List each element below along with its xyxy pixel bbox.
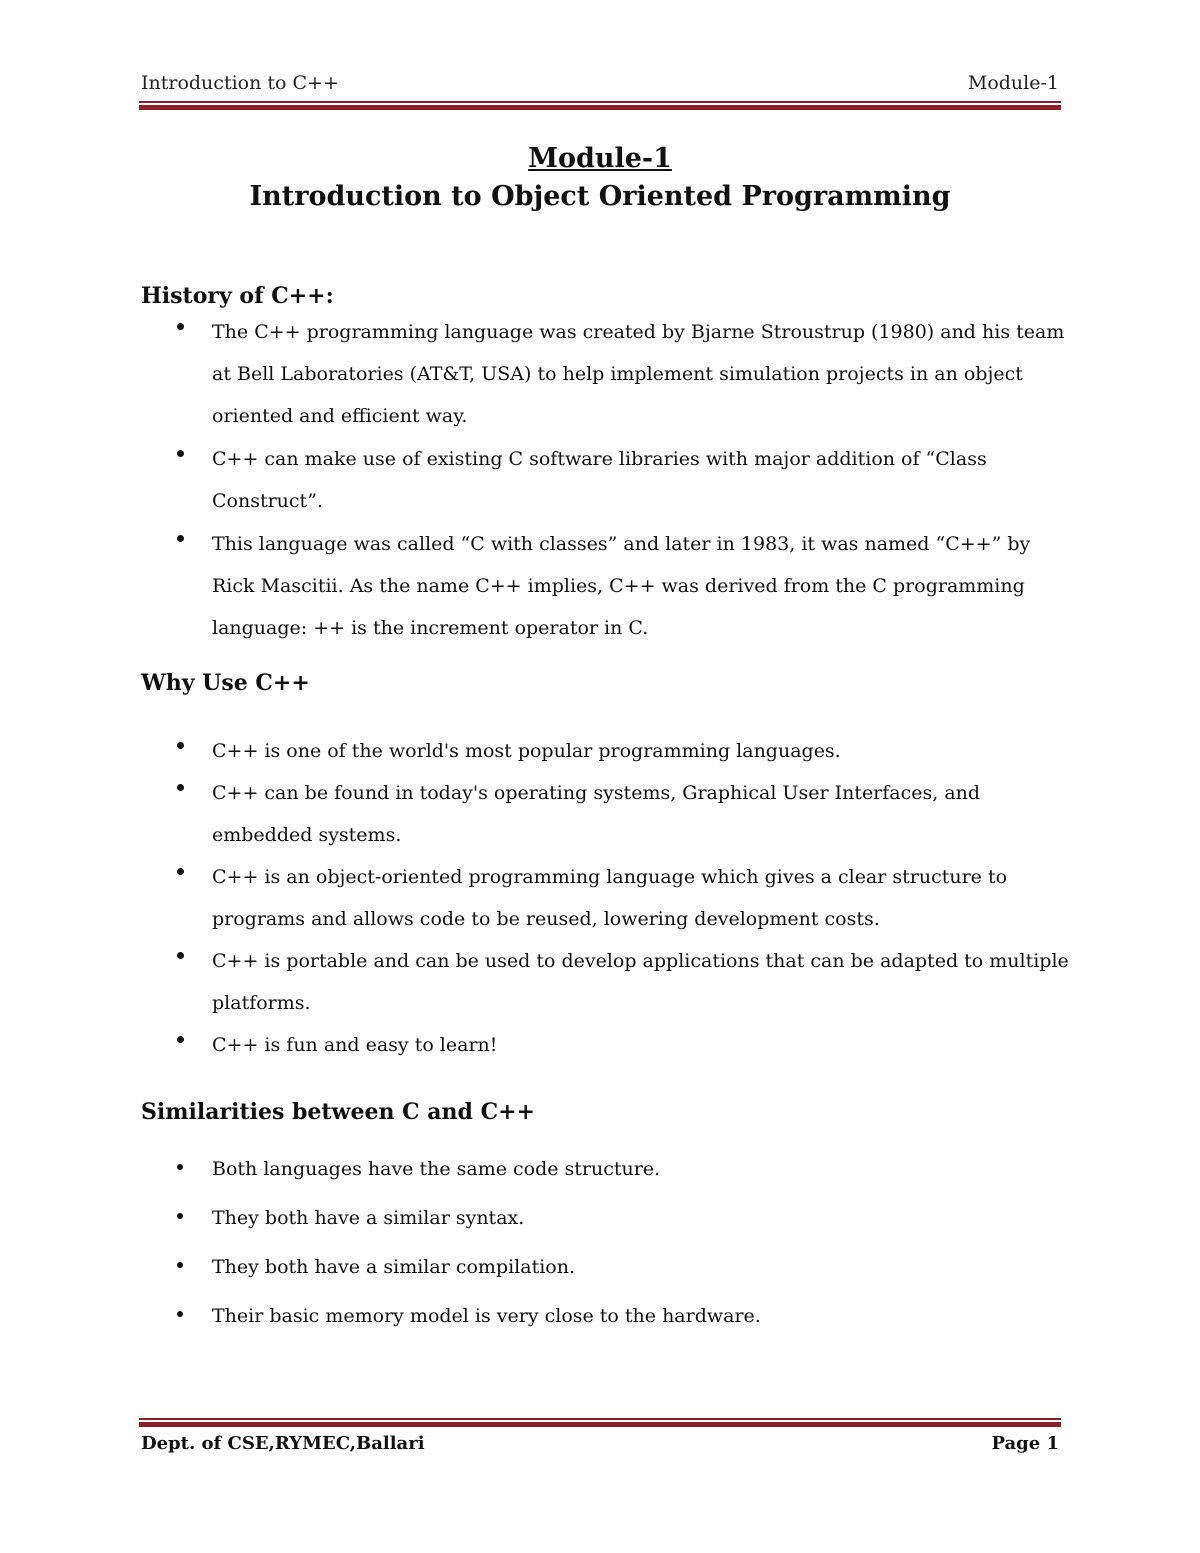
list-item: They both have a similar syntax. bbox=[141, 1201, 1071, 1235]
header-right-text: Module-1 bbox=[967, 72, 1059, 94]
list-item: They both have a similar compilation. bbox=[141, 1250, 1071, 1284]
list-item: Their basic memory model is very close to the hardware. bbox=[141, 1299, 1071, 1333]
similarities-heading: Similarities between C and C++ bbox=[141, 1099, 535, 1125]
page-number: Page 1 bbox=[991, 1433, 1059, 1454]
running-header bbox=[141, 72, 1059, 100]
history-list bbox=[141, 311, 1071, 650]
list-item: Both languages have the same code structure. bbox=[141, 1152, 1071, 1186]
why-heading: Why Use C++ bbox=[141, 670, 310, 696]
footer-department: Dept. of CSE,RYMEC,Ballari bbox=[141, 1433, 425, 1454]
page-title: Introduction to Object Oriented Programming bbox=[249, 181, 951, 212]
title-block bbox=[141, 140, 1059, 216]
list-item: C++ is portable and can be used to develop applications that can be adapted to multiple platforms. bbox=[141, 940, 1071, 1024]
similarities-list bbox=[141, 1152, 1071, 1348]
header-rule bbox=[139, 101, 1061, 110]
list-item: C++ can make use of existing C software libraries with major addition of “Class Construct”. bbox=[141, 438, 1071, 522]
list-item: C++ can be found in today's operating systems, Graphical User Interfaces, and embedded systems. bbox=[141, 772, 1071, 856]
list-item: C++ is an object-oriented programming language which gives a clear structure to programs and allows code to be reused, lowering development costs. bbox=[141, 856, 1071, 940]
footer-rule bbox=[139, 1418, 1061, 1427]
why-list bbox=[141, 730, 1071, 1066]
list-item: C++ is one of the world's most popular programming languages. bbox=[141, 730, 1071, 772]
list-item: The C++ programming language was created by Bjarne Stroustrup (1980) and his team at Bell Laboratories (AT&T, USA) to help implement simulation projects in an object oriented and efficient way. bbox=[141, 311, 1071, 437]
history-heading: History of C++: bbox=[141, 283, 334, 309]
list-item: C++ is fun and easy to learn! bbox=[141, 1024, 1071, 1066]
module-title: Module-1 bbox=[528, 143, 672, 174]
header-left-text: Introduction to C++ bbox=[141, 72, 339, 94]
list-item: This language was called “C with classes” and later in 1983, it was named “C++” by Rick Mascitii. As the name C++ implies, C++ was derived from the C programming language: ++ is the increment operator in C. bbox=[141, 523, 1071, 649]
